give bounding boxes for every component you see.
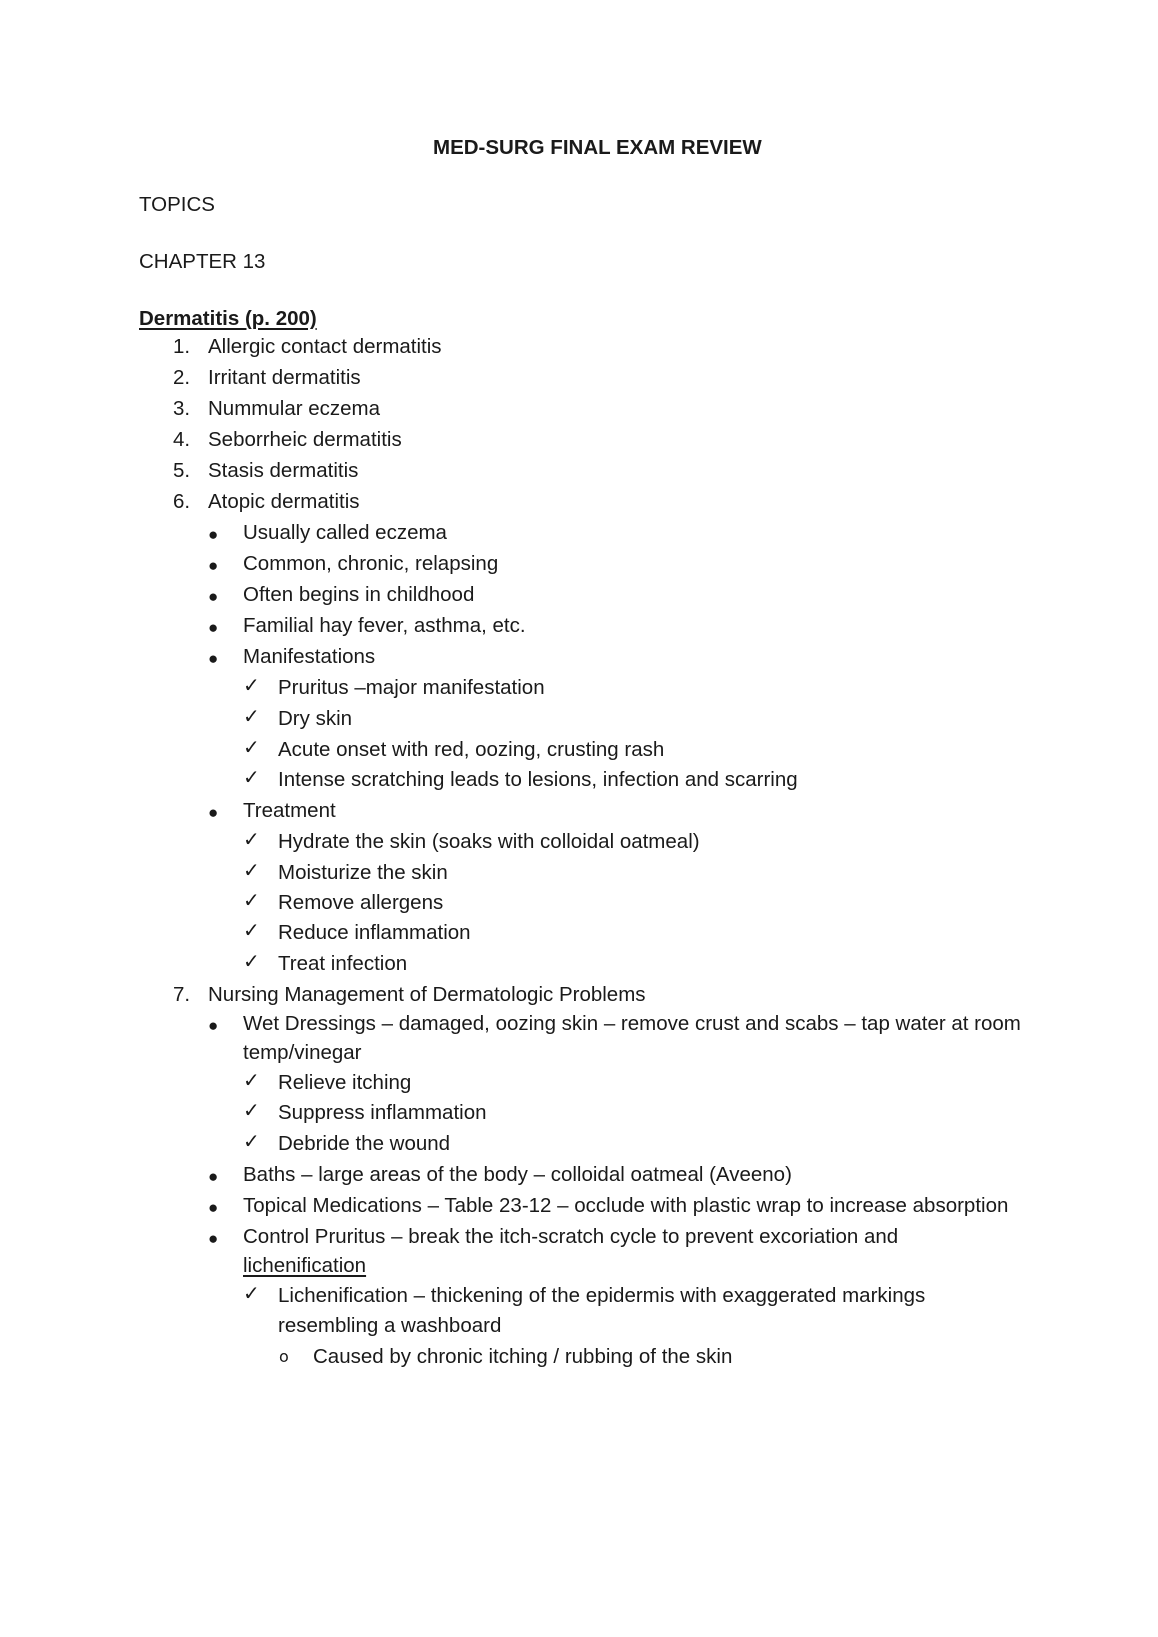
list-item: Nursing Management of Dermatologic Problems [208, 983, 646, 1006]
checkmark-icon: ✓ [243, 827, 260, 851]
bullet-icon: ● [208, 1016, 219, 1035]
bullet-item: Common, chronic, relapsing [243, 552, 499, 575]
check-item: Suppress inflammation [278, 1101, 487, 1124]
bullet-icon: ● [208, 1198, 219, 1217]
bullet-item: Topical Medications – Table 23-12 – occlude with plastic wrap to increase absorption [243, 1194, 1009, 1217]
check-item: Dry skin [278, 707, 353, 730]
check-item: Hydrate the skin (soaks with colloidal oatmeal) [278, 830, 700, 853]
list-number: 5. [173, 459, 191, 482]
bullet-icon: ● [208, 525, 219, 544]
list-number: 4. [173, 428, 191, 451]
checkmark-icon: ✓ [243, 1068, 260, 1092]
topics-label: TOPICS [139, 193, 215, 216]
bullet-icon: ● [208, 1167, 219, 1186]
list-item: Nummular eczema [208, 397, 381, 420]
check-item: Intense scratching leads to lesions, infection and scarring [278, 768, 798, 791]
list-number: 1. [173, 335, 191, 358]
bullet-icon: ● [208, 618, 219, 637]
checkmark-icon: ✓ [243, 918, 260, 942]
bullet-item: Familial hay fever, asthma, etc. [243, 614, 526, 637]
check-item: Acute onset with red, oozing, crusting rash [278, 738, 665, 761]
bullet-item: Usually called eczema [243, 521, 447, 544]
bullet-item: Baths – large areas of the body – colloidal oatmeal (Aveeno) [243, 1163, 792, 1186]
bullet-icon: ● [208, 649, 219, 668]
checkmark-icon: ✓ [243, 1129, 260, 1153]
check-item: Moisturize the skin [278, 861, 448, 884]
check-item: Treat infection [278, 952, 408, 975]
bullet-item: Wet Dressings – damaged, oozing skin – remove crust and scabs – tap water at room [243, 1012, 1021, 1035]
bullet-icon: ● [208, 556, 219, 575]
list-item: Seborrheic dermatitis [208, 428, 402, 451]
list-number: 2. [173, 366, 191, 389]
check-item: Reduce inflammation [278, 921, 471, 944]
checkmark-icon: ✓ [243, 1281, 260, 1305]
list-item: Irritant dermatitis [208, 366, 361, 389]
circle-bullet-icon: o [279, 1347, 289, 1366]
checkmark-icon: ✓ [243, 673, 260, 697]
bullet-icon: ● [208, 1229, 219, 1248]
list-item: Atopic dermatitis [208, 490, 360, 513]
checkmark-icon: ✓ [243, 858, 260, 882]
list-number: 6. [173, 490, 191, 513]
checkmark-icon: ✓ [243, 704, 260, 728]
check-item-continued: resembling a washboard [278, 1314, 502, 1337]
bullet-item: Control Pruritus – break the itch-scratch cycle to prevent excoriation and [243, 1225, 899, 1248]
list-number: 7. [173, 983, 191, 1006]
bullet-item: Treatment [243, 799, 336, 822]
checkmark-icon: ✓ [243, 888, 260, 912]
list-number: 3. [173, 397, 191, 420]
sub-item: Caused by chronic itching / rubbing of the skin [313, 1345, 733, 1368]
section-heading: Dermatitis (p. 200) [139, 307, 317, 330]
checkmark-icon: ✓ [243, 1098, 260, 1122]
list-item: Stasis dermatitis [208, 459, 359, 482]
chapter-label: CHAPTER 13 [139, 250, 266, 273]
check-item: Pruritus –major manifestation [278, 676, 545, 699]
bullet-item-continued: temp/vinegar [243, 1041, 362, 1064]
page-title: MED-SURG FINAL EXAM REVIEW [433, 136, 762, 159]
bullet-item: Often begins in childhood [243, 583, 475, 606]
checkmark-icon: ✓ [243, 949, 260, 973]
checkmark-icon: ✓ [243, 765, 260, 789]
bullet-icon: ● [208, 803, 219, 822]
list-item: Allergic contact dermatitis [208, 335, 442, 358]
checkmark-icon: ✓ [243, 735, 260, 759]
check-item: Debride the wound [278, 1132, 451, 1155]
check-item: Lichenification – thickening of the epidermis with exaggerated markings [278, 1284, 926, 1307]
bullet-item-continued: lichenification [243, 1254, 367, 1277]
check-item: Remove allergens [278, 891, 444, 914]
bullet-item: Manifestations [243, 645, 376, 668]
bullet-icon: ● [208, 587, 219, 606]
check-item: Relieve itching [278, 1071, 412, 1094]
